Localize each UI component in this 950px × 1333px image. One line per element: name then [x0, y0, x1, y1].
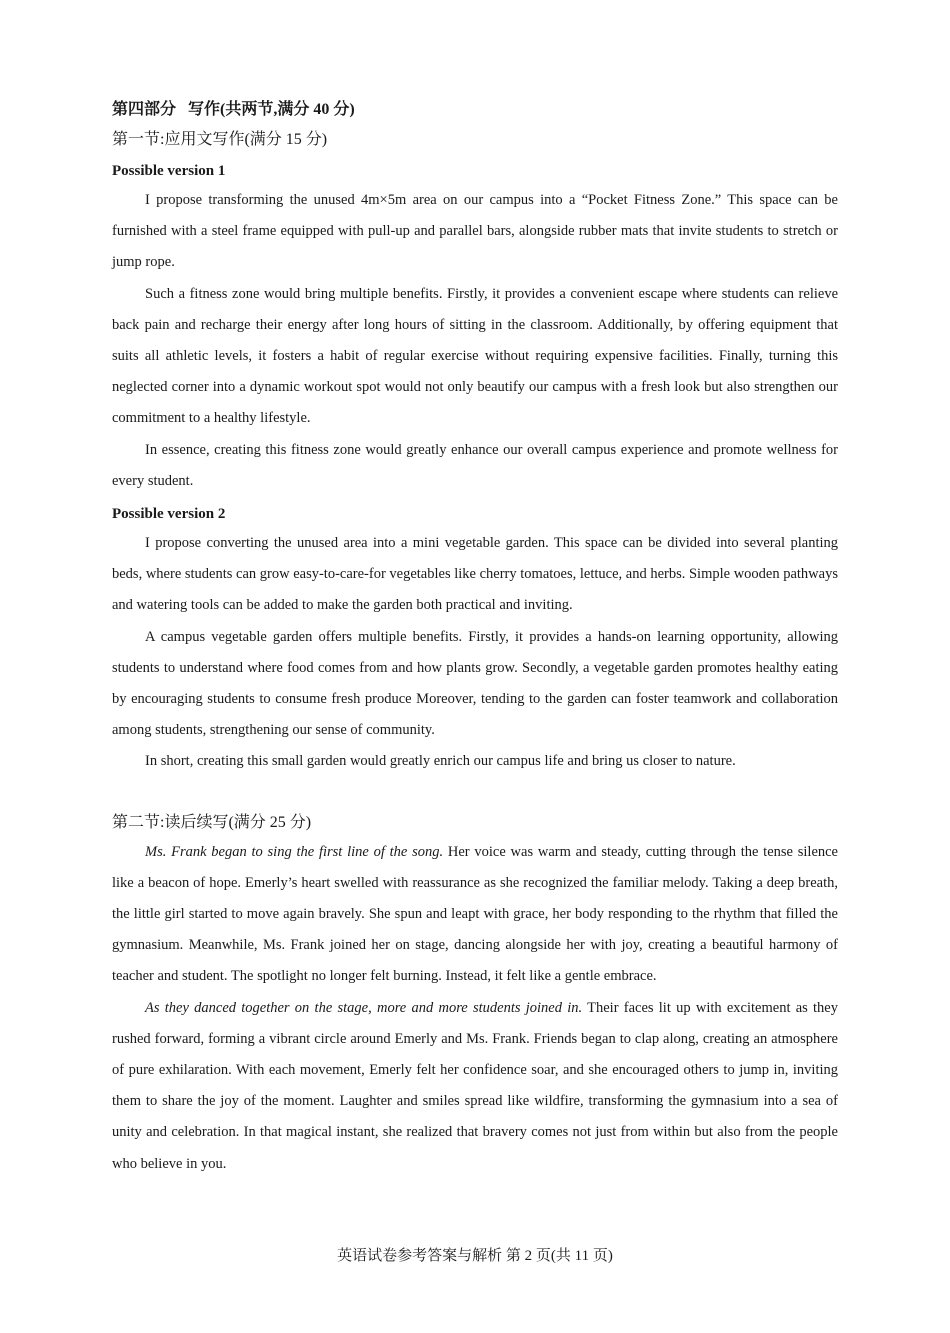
- part-heading: [112, 96, 838, 124]
- answer-content: [112, 96, 838, 1180]
- paragraph1-lead-sentence: Ms. Frank began to sing the first line of the song.: [145, 843, 444, 860]
- version2-paragraph-2: A campus vegetable garden offers multiple benefits. Firstly, it provides a hands-on learning opportunity, allowing students to understand where food comes from and how plants grow. Secondly, a vegetable garden promotes healthy eating by encouraging students to consume fresh produce Moreover, tending to the garden can foster teamwork and collaboration among students, strengthening our sense of community.: [112, 628, 838, 739]
- paragraph2-text: Their faces lit up with excitement as they rushed forward, forming a vibrant circle around Emerly and Ms. Frank. Friends began to clap along, creating an atmosphere of pure exhilaration. With each movement, Emerly felt her confidence soar, and she encouraged others to jump in, inviting them to share the joy of the moment. Laughter and smiles spread like wildfire, transforming the gymnasium into a sea of unity and celebration. In that magical instant, she realized that bravery comes not just from within but also from the people who believe in you.: [112, 999, 838, 1172]
- continuation-paragraph-2: [112, 993, 838, 1180]
- version2-heading: Possible version 2: [112, 506, 226, 523]
- paragraph2-lead-sentence: As they danced together on the stage, more and more students joined in.: [145, 999, 583, 1016]
- part-label: 第四部分: [112, 101, 177, 118]
- version2-paragraph-1: I propose converting the unused area into a mini vegetable garden. This space can be divided into several planting beds, where students can grow easy-to-care-for vegetables like cherry tomatoes, lettuce, and herbs. Simple wooden pathways and watering tools can be added to make the garden both practical and inviting.: [112, 535, 838, 614]
- part-title: 写作(共两节,满分 40 分): [188, 101, 355, 118]
- paragraph1-text: Her voice was warm and steady, cutting through the tense silence like a beacon of hope. Emerly’s heart swelled with reassurance as she recognized the familiar melody. Taking a deep breath, the little girl started to move again bravely. She spun and leapt with grace, her body responding to the rhythm that filled the gymnasium. Meanwhile, Ms. Frank joined her on stage, dancing alongside her with joy, creating a beautiful harmony of teacher and student. The spotlight no longer felt burning. Instead, it felt like a gentle embrace.: [112, 843, 838, 985]
- continuation-paragraph-1: [112, 837, 838, 993]
- section1-title: 第一节:应用文写作(满分 15 分): [112, 131, 328, 148]
- version1-paragraph-1: I propose transforming the unused 4m×5m area on our campus into a “Pocket Fitness Zone.” This space can be furnished with a steel frame equipped with pull-up and parallel bars, alongside rubber mats that invite students to stretch or jump rope.: [112, 192, 838, 271]
- page-footer: 英语试卷参考答案与解析 第 2 页(共 11 页): [337, 1248, 613, 1264]
- section-gap: [112, 778, 838, 809]
- version1-paragraph-3: In essence, creating this fitness zone would greatly enhance our overall campus experience and promote wellness for every student.: [112, 441, 838, 489]
- version1-paragraph-2: Such a fitness zone would bring multiple benefits. Firstly, it provides a convenient escape where students can relieve back pain and recharge their energy after long hours of sitting in the classroom. Additionally, by offering equipment that suits all athletic levels, it fosters a habit of regular exercise without requiring expensive facilities. Finally, turning this neglected corner into a dynamic workout spot would not only beautify our campus with a fresh look but also strengthen our commitment to a healthy lifestyle.: [112, 285, 838, 427]
- version1-heading: Possible version 1: [112, 163, 226, 179]
- version2-paragraph-3: In short, creating this small garden would greatly enrich our campus life and bring us closer to nature.: [145, 753, 736, 770]
- section2-title: 第二节:读后续写(满分 25 分): [112, 813, 312, 831]
